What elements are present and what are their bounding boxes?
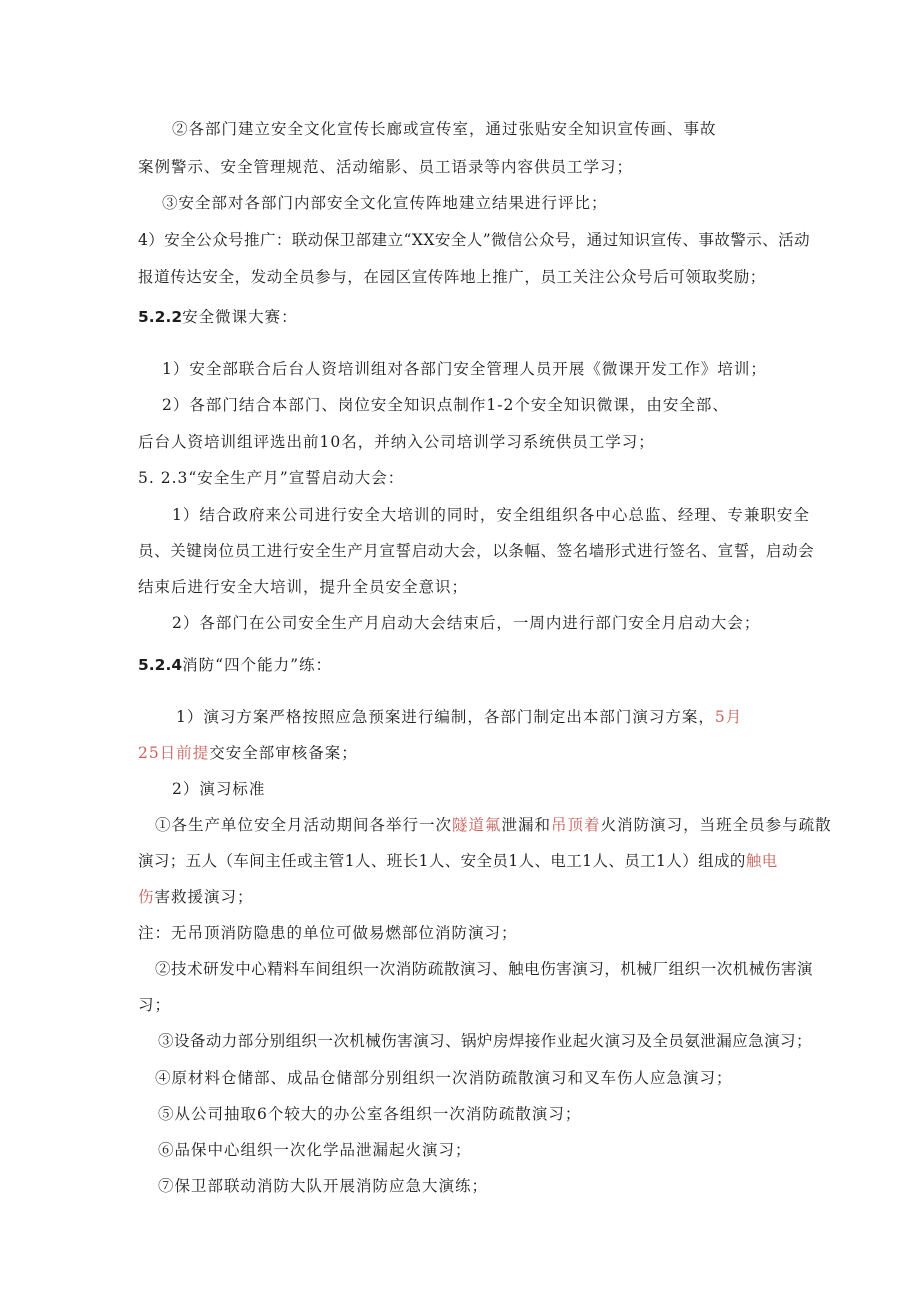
paragraph-line: ⑤从公司抽取6个较大的办公室各组织一次消防疏散演习； [158,1105,582,1123]
text-run: 交安全部审核备案； [209,744,358,762]
section-heading-5-2-3: 5. 2.3“安全生产月”宣誓启动大会： [138,469,405,487]
paragraph-line: 习； [138,996,172,1014]
highlighted-text: 触电 [745,852,778,870]
paragraph-line [155,815,832,835]
paragraph-line: ④原材料仓储部、成品仓储部分别组织一次消防疏散演习和叉车伤人应急演习； [155,1069,733,1087]
paragraph-line [176,707,742,727]
note-line: 注：无吊顶消防隐患的单位可做易燃部位消防演习； [138,924,518,942]
text-run: ①各生产单位安全月活动期间各举行一次 [155,816,453,834]
paragraph-line: 2）各部门结合本部门、岗位安全知识点制作1-2个安全知识微课，由安全部、 [162,396,729,414]
paragraph-line: ③安全部对各部门内部安全文化宣传阵地建立结果进行评比； [162,194,608,212]
text-run: 火消防演习，当班全员参与疏散 [600,816,832,834]
paragraph-line [138,887,254,907]
highlighted-text: 5月 [714,708,743,726]
paragraph-line: 2）演习标准 [172,780,266,798]
section-heading-5-2-4 [138,655,332,675]
paragraph-line: ⑥品保中心组织一次化学品泄漏起火演习； [158,1141,472,1159]
section-title: 消防“四个能力”练： [182,656,332,674]
text-run: 1）演习方案严格按照应急预案进行编制，各部门制定出本部门演习方案， [176,708,715,726]
text-run: 演习；五人（车间主任或主管1人、班长1人、安全员1人、电工1人、员工1人）组成的 [138,852,746,870]
paragraph-line [138,743,358,763]
paragraph-line: ②技术研发中心精料车间组织一次消防疏散演习、触电伤害演习，机械厂组织一次机械伤害演 [155,960,814,978]
highlighted-text: 吊顶着 [551,816,601,834]
paragraph-line: 4）安全公众号推广：联动保卫部建立“XX安全人”微信公众号，通过知识宣传、事故警示、活动 [138,231,811,249]
section-heading-5-2-2 [138,307,298,327]
paragraph-line: ③设备动力部分别组织一次机械伤害演习、锅炉房焊接作业起火演习及全员氨泄漏应急演习； [158,1032,812,1050]
paragraph-line: ②各部门建立安全文化宣传长廊或宣传室，通过张贴安全知识宣传画、事故 [172,120,717,138]
paragraph-line [138,851,778,871]
paragraph-line: ⑦保卫部联动消防大队开展消防应急大演练； [158,1177,489,1195]
paragraph-line: 2）各部门在公司安全生产月启动大会结束后，一周内进行部门安全月启动大会； [172,614,761,632]
highlighted-text: 25日前提 [138,744,210,762]
paragraph-line: 员、关键岗位员工进行安全生产月宣誓启动大会，以条幅、签名墙形式进行签名、宣誓，启动会 [138,542,815,560]
paragraph-line: 1）安全部联合后台人资培训组对各部门安全管理人员开展《微课开发工作》培训； [162,360,767,378]
text-run: 泄漏和 [501,816,552,834]
paragraph-line: 案例警示、安全管理规范、活动缩影、员工语录等内容供员工学习； [138,158,634,176]
paragraph-line: 结束后进行安全大培训，提升全员安全意识； [138,578,469,596]
text-run: 害救援演习； [154,888,254,906]
section-number: 5.2.4 [138,656,183,674]
paragraph-line: 报道传达安全，发动全员参与，在园区宣传阵地上推广，员工关注公众号后可领取奖励； [138,268,766,286]
section-number: 5.2.2 [138,308,183,326]
paragraph-line: 1）结合政府来公司进行安全大培训的同时，安全组组织各中心总监、经理、专兼职安全 [172,506,810,524]
highlighted-text: 伤 [138,888,155,906]
paragraph-line: 后台人资培训组评选出前10名，并纳入公司培训学习系统供员工学习； [138,433,655,451]
section-title: 安全微课大赛： [182,308,298,326]
highlighted-text: 隧道氟 [452,816,502,834]
